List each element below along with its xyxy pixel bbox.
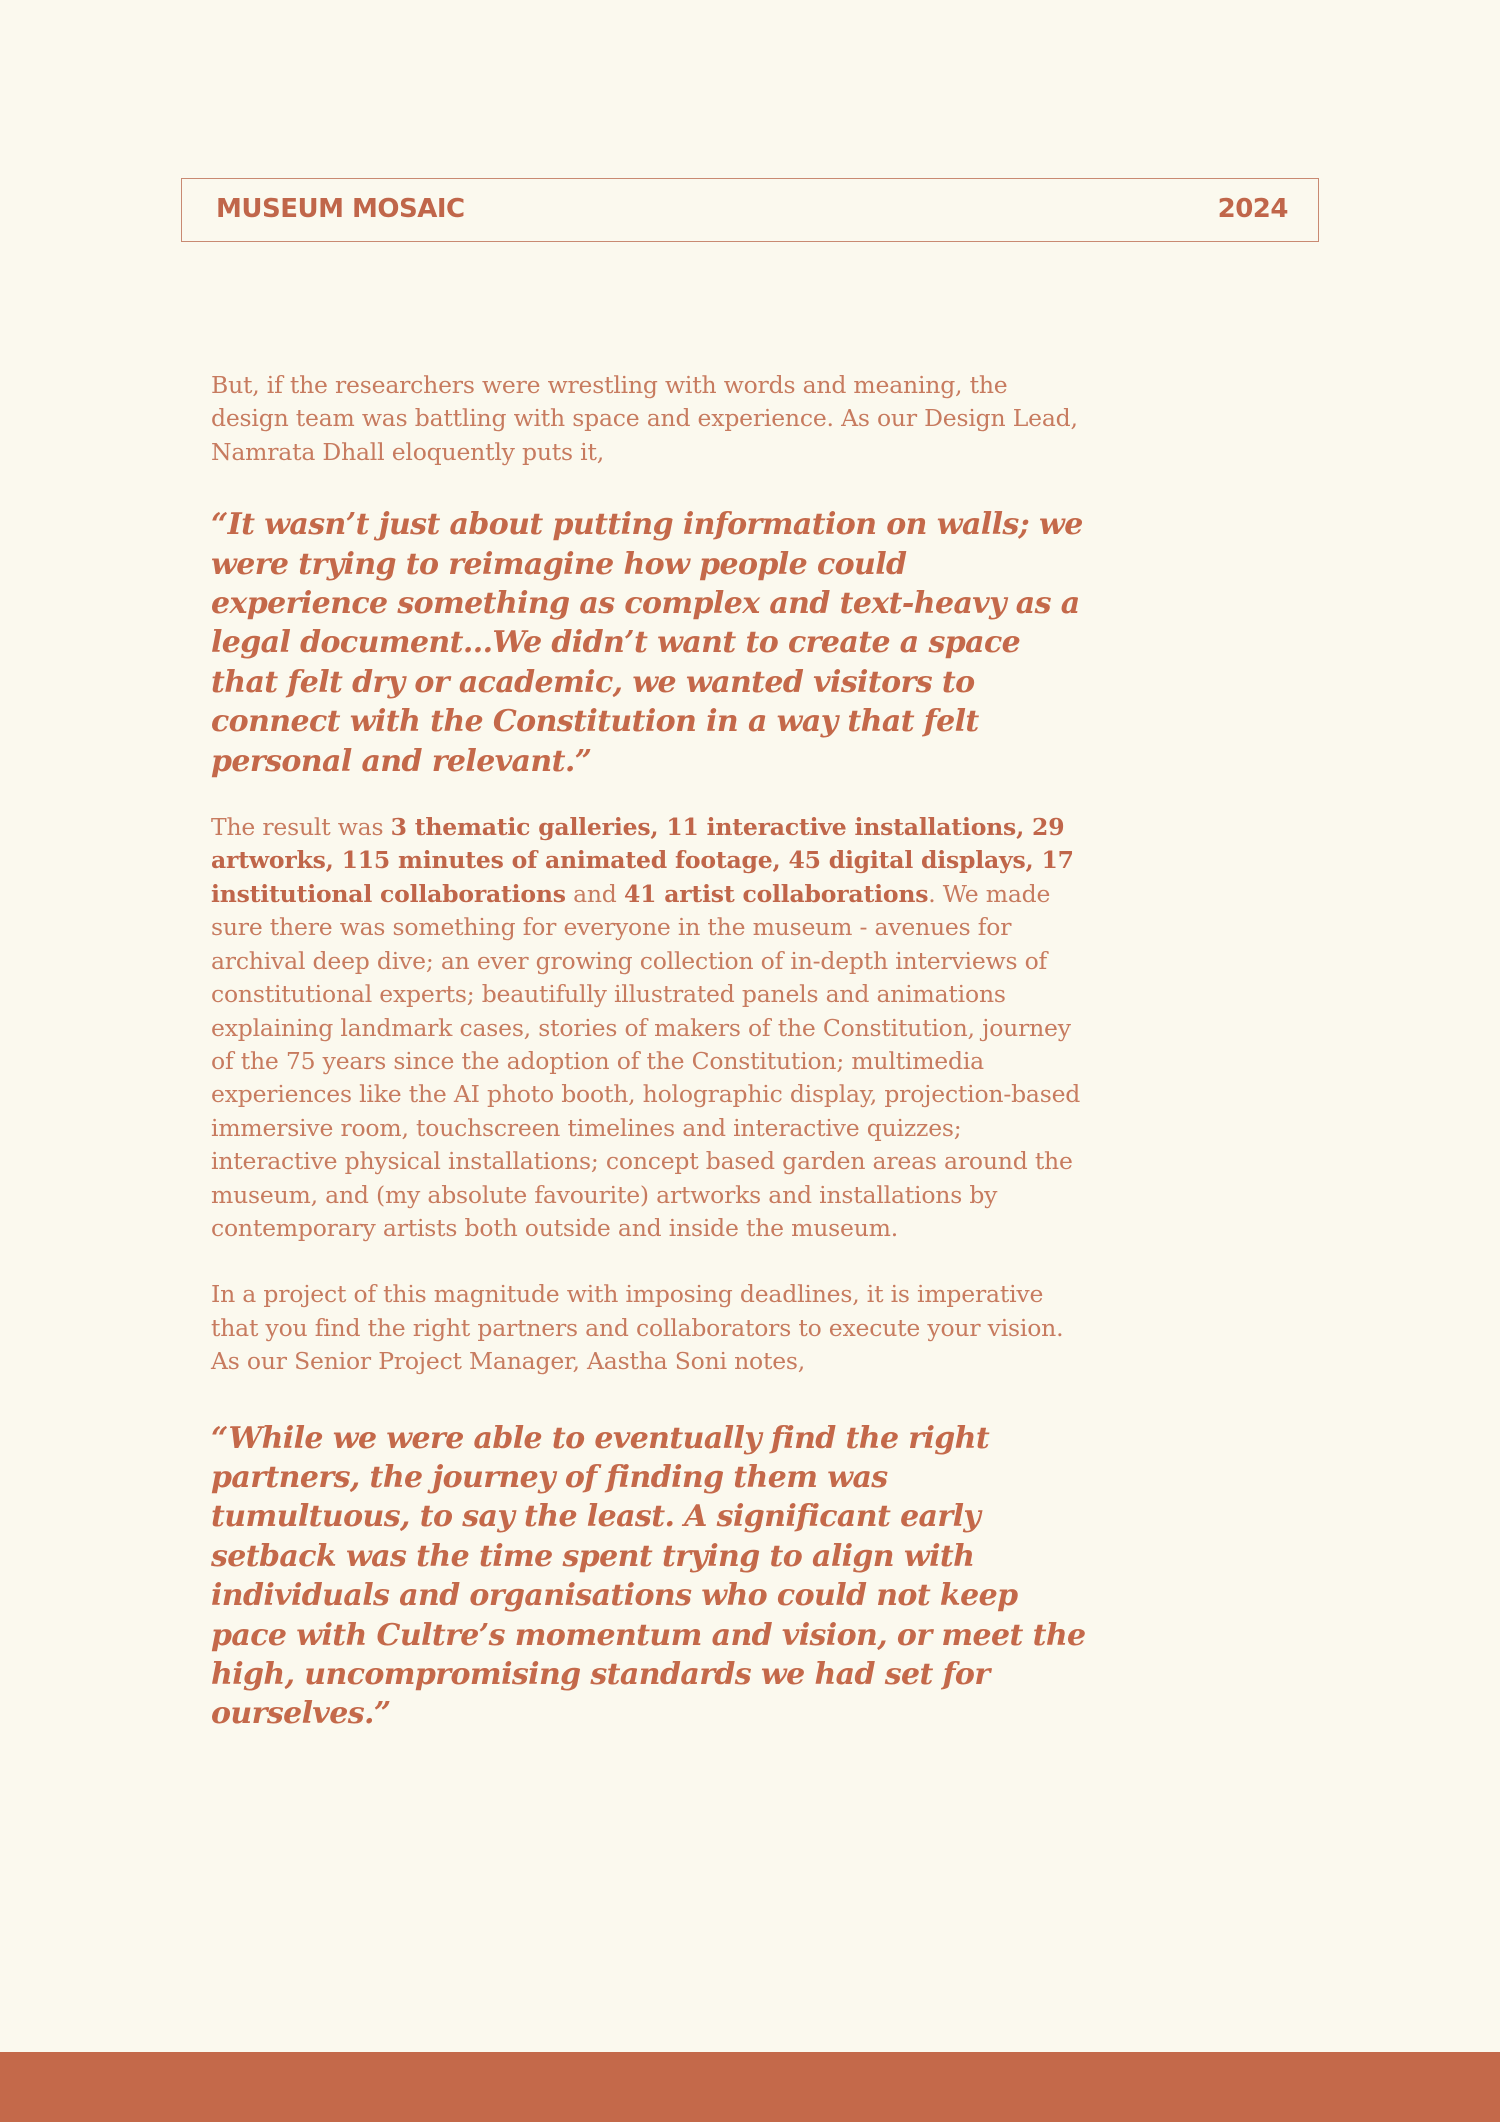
publication-year: 2024 — [1217, 194, 1288, 224]
quote-project-manager: “While we were able to eventually find the right partners, the journey of finding them was tumultuous, to say the least. A significant early setback was the time spent trying to align with individuals and organisations who could not keep pace with Cultre’s momentum and vision, or meet the high, uncompromising standards we had set for ourselves.” — [211, 1420, 1086, 1732]
page-header — [181, 178, 1319, 242]
results-rest-text: . We made sure there was something for everyone in the museum - avenues for archival deep dive; an ever growing collection of in-depth interviews of constitutional experts; beautifully illustrated panels and animations explaining landmark cases, stories of makers of the Constitution, journey of the 75 years since the adoption of the Constitution; multimedia experiences like the AI photo booth, holographic display, projection-based immersive room, touchscreen timelines and interactive quizzes; interactive physical installations; concept based garden areas around the museum, and (my absolute favourite) artworks and installations by contemporary artists both outside and inside the museum. — [211, 879, 1081, 1242]
results-and-text: and — [565, 879, 624, 908]
results-artists-bold: 41 artist collaborations — [623, 879, 929, 908]
results-stats-bold: 3 thematic galleries, 11 interactive installations, 29 artworks, 115 minutes of animated footage, 45 digital displays, 17 institutional collaborations — [211, 813, 1074, 908]
paragraph-results — [211, 811, 1091, 1245]
results-lead-text: The result was — [211, 813, 391, 842]
article-body — [211, 369, 1091, 1734]
paragraph-intro: But, if the researchers were wrestling with words and meaning, the design team was battling with space and experience. As our Design Lead, Namrata Dhall eloquently puts it, — [211, 371, 1078, 466]
publication-title: MUSEUM MOSAIC — [216, 194, 465, 224]
footer-bar — [0, 2052, 1500, 2122]
quote-design-lead: “It wasn’t just about putting information on walls; we were trying to reimagine how people could experience something as complex and text-heavy as a legal document...We didn’t want to create a space that felt dry or academic, we wanted visitors to connect with the Constitution in a way that felt personal and relevant.” — [211, 507, 1083, 779]
paragraph-partners: In a project of this magnitude with imposing deadlines, it is imperative that you find the right partners and collaborators to execute your vision. As our Senior Project Manager, Aastha Soni notes, — [211, 1280, 1064, 1376]
